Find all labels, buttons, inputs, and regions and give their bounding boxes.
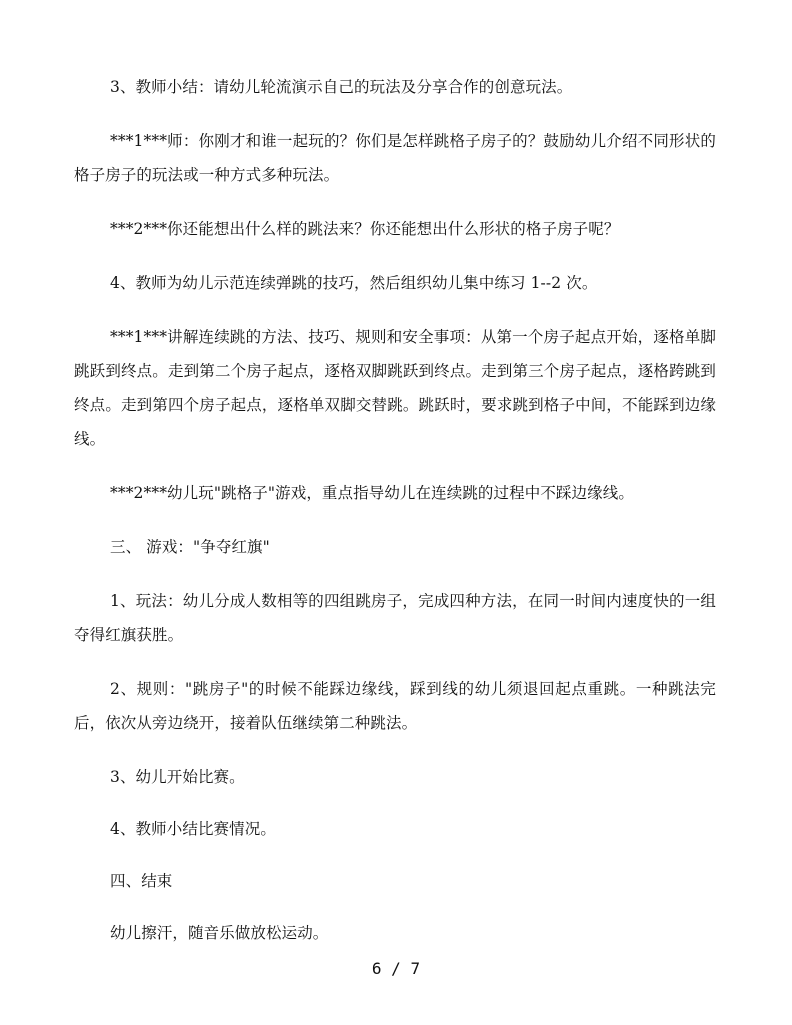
paragraph-hopscotch-game: ***2***幼儿玩"跳格子"游戏，重点指导幼儿在连续跳的过程中不踩边缘线。 [110,484,634,502]
paragraph-question-1: ***1***师：你刚才和谁一起玩的？你们是怎样跳格子房子的？鼓励幼儿介绍不同形状的格子房子的玩法或一种方式多种玩法。 [74,132,716,184]
document-body [74,70,716,968]
section-heading-end: 四、结束 [110,872,173,890]
paragraph-competition-summary: 4、教师小结比赛情况。 [110,820,276,838]
paragraph-game-rules-play: 1、玩法：幼儿分成人数相等的四组跳房子，完成四种方法，在同一时间内速度快的一组夺得红旗获胜。 [74,592,716,644]
paragraph-question-2: ***2***你还能想出什么样的跳法来？你还能想出什么形状的格子房子呢？ [110,220,620,238]
paragraph-demonstration: 4、教师为幼儿示范连续弹跳的技巧，然后组织幼儿集中练习 1--2 次。 [110,274,598,292]
page-number: 6 / 7 [371,959,421,978]
paragraph-jump-method: ***1***讲解连续跳的方法、技巧、规则和安全事项：从第一个房子起点开始，逐格单脚跳跃到终点。走到第二个房子起点，逐格双脚跳跃到终点。走到第三个房子起点，逐格跨跳到终点。走到第四个房子起点，逐格单双脚交替跳。跳跃时，要求跳到格子中间，不能踩到边缘线。 [74,328,716,448]
paragraph-cooldown: 幼儿擦汗，随音乐做放松运动。 [110,924,329,942]
paragraph-teacher-summary: 3、教师小结：请幼儿轮流演示自己的玩法及分享合作的创意玩法。 [110,78,573,96]
section-heading-game: 三、 游戏："争夺红旗" [110,538,270,556]
paragraph-competition-start: 3、幼儿开始比赛。 [110,768,245,786]
paragraph-game-rules: 2、规则："跳房子"的时候不能踩边缘线，踩到线的幼儿须退回起点重跳。一种跳法完后，依次从旁边绕开，接着队伍继续第二种跳法。 [74,680,716,732]
